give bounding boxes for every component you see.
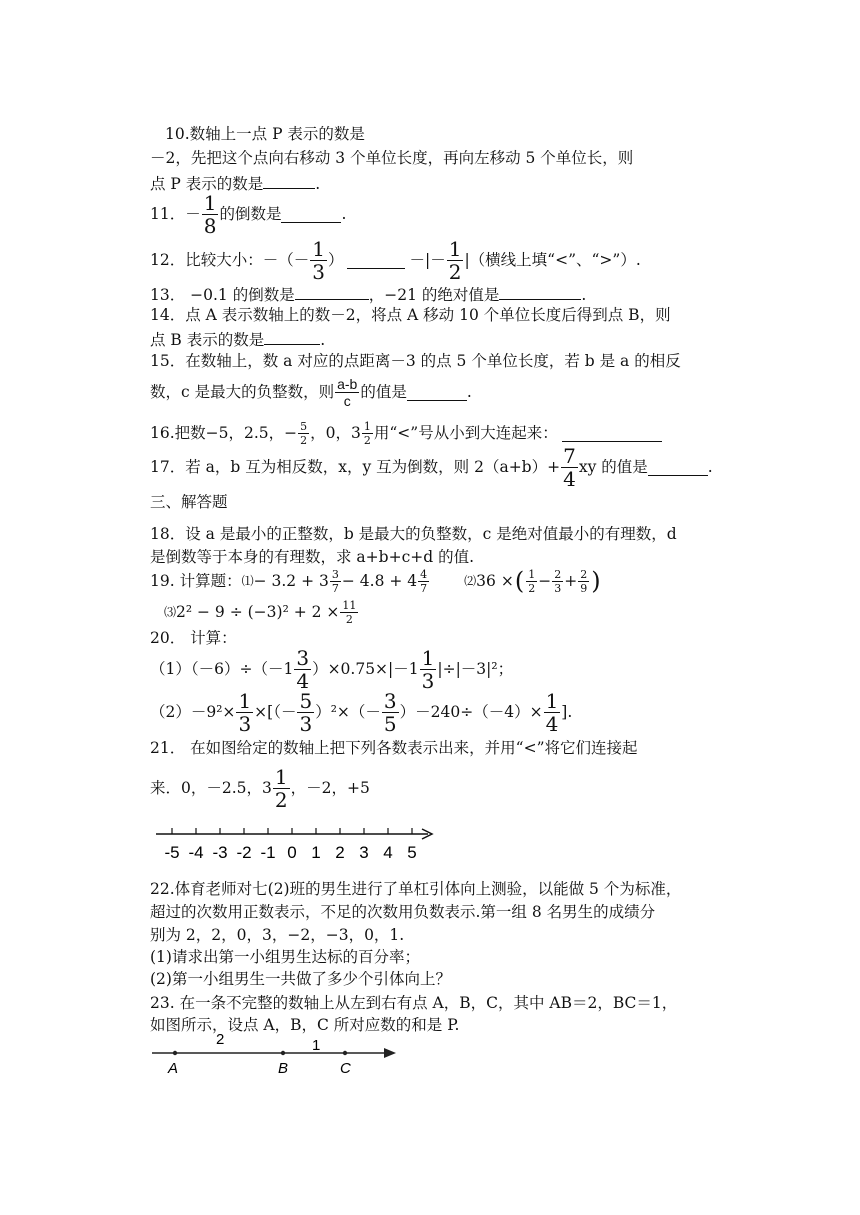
fraction-numerator: 3: [383, 688, 397, 713]
q20-2-b: ×[（－: [254, 703, 297, 721]
q19-fraction: [418, 569, 429, 594]
tick-label: 3: [359, 843, 369, 862]
q22-line2: 超过的次数用正数表示，不足的次数用负数表示.第一组 8 名男生的成绩分: [150, 903, 656, 921]
q20-2-c: ）²×（－: [315, 703, 381, 721]
q12-text4: |（横线上填“<”、“>”）.: [464, 251, 641, 269]
q18-line2: 是倒数等于本身的有理数，求 a+b+c+d 的值.: [150, 548, 475, 566]
point-a-label: A: [168, 1060, 179, 1077]
q19-title: 19. 计算题：: [150, 572, 242, 590]
tick-label: 2: [335, 843, 345, 862]
q15-fraction: [335, 377, 359, 408]
q13-end: .: [581, 286, 587, 304]
q21-number-line: [150, 822, 440, 864]
answer-blank: [264, 328, 320, 345]
q10-line2: －2，先把这个点向右移动 3 个单位长度，再向左移动 5 个单位长，则: [150, 149, 634, 167]
q19-fraction: [552, 569, 563, 594]
q20-2-a: （2）－9²×: [150, 703, 236, 721]
answer-blank: [347, 252, 405, 269]
q19-part2-label: ⑵: [464, 574, 477, 588]
fraction-denominator: 8: [203, 213, 217, 238]
q14-end: .: [320, 331, 326, 349]
q23-line2: 如图所示，设点 A，B，C 所对应数的和是 P.: [150, 1016, 460, 1034]
q17-end: .: [707, 458, 713, 476]
q23-line1: 23. 在一条不完整的数轴上从左到右有点 A，B，C，其中 AB＝2，BC＝1，: [150, 994, 678, 1012]
q16-fraction: [298, 421, 309, 446]
q20-fraction: [297, 688, 314, 736]
answer-blank: [407, 384, 467, 401]
q15-end: .: [466, 383, 472, 401]
tick-label: 1: [311, 843, 321, 862]
q10-line1: 10.数轴上一点 P 表示的数是: [165, 125, 365, 143]
q19-part1-a: − 3.2 + 3: [253, 572, 329, 590]
segment-ab-label: 2: [216, 1031, 225, 1048]
fraction-denominator: 2: [345, 612, 353, 626]
q20-title: 20． 计算：: [150, 629, 237, 647]
fraction-numerator: 1: [448, 236, 462, 261]
fraction-denominator: 2: [274, 787, 288, 812]
q17-line: [150, 443, 720, 491]
fraction-numerator: 1: [203, 190, 217, 215]
fraction-denominator: 3: [238, 711, 252, 736]
fraction-numerator: 2: [580, 567, 588, 581]
fraction-denominator: 4: [545, 711, 559, 736]
q13-line: [150, 283, 720, 306]
q19-part1-b: − 4.8 + 4: [341, 572, 418, 590]
fraction-numerator: 1: [238, 688, 252, 713]
q19-line1: [150, 566, 720, 596]
q20-line1: [150, 645, 720, 693]
right-paren: ): [591, 567, 601, 595]
point-c-label: C: [340, 1060, 351, 1077]
fraction-denominator: 3: [299, 711, 313, 736]
tick-label: -3: [212, 843, 228, 862]
q12-text2: ）: [327, 251, 344, 269]
tick-label: -2: [236, 843, 252, 862]
plus-sign: +: [564, 572, 578, 590]
minus-sign: −: [538, 572, 552, 590]
fraction-denominator: 2: [363, 433, 371, 447]
q12-fraction2: [447, 236, 464, 284]
answer-blank: [295, 283, 369, 300]
q20-fraction: [544, 688, 561, 736]
segment-bc-label: 1: [312, 1037, 321, 1054]
fraction-numerator: 1: [312, 236, 325, 261]
q19-fraction: [578, 569, 589, 594]
fraction-numerator: 1: [421, 645, 435, 670]
fraction-denominator: 2: [528, 581, 536, 595]
q16-text3: 用“<”号从小到大连起来：: [373, 424, 558, 442]
tick-group: [164, 828, 416, 862]
q18-line1: 18．设 a 是最小的正整数，b 是最大的负整数，c 是绝对值最小的有理数，d: [150, 525, 677, 543]
fraction-numerator: 5: [299, 688, 313, 713]
section-heading: 三、解答题: [150, 493, 228, 511]
fraction-numerator: 11: [342, 598, 357, 612]
q19-line2: [164, 597, 734, 627]
q21-fraction: [273, 764, 290, 812]
fraction-denominator: 2: [300, 433, 308, 447]
q20-fraction: [236, 688, 253, 736]
fraction-numerator: 3: [296, 645, 310, 670]
q12-text3: －|－: [409, 251, 446, 269]
q22-line4: (1)请求出第一小组男生达标的百分率；: [150, 948, 420, 966]
q11-text: 11．－: [150, 205, 201, 223]
point-c-dot: [343, 1051, 347, 1055]
q11-fraction: [202, 190, 219, 238]
fraction-numerator: a-b: [337, 375, 358, 392]
q22-line5: (2)第一小组男生一共做了多少个引体向上？: [150, 970, 451, 988]
fraction-numerator: 1: [545, 688, 559, 713]
q10-text: 点 P 表示的数是: [150, 175, 264, 193]
q21-text: 来．0，－2.5，3: [150, 779, 272, 797]
fraction-numerator: 7: [563, 443, 576, 468]
point-b-dot: [281, 1051, 285, 1055]
q19-fraction: [526, 569, 537, 594]
q17-text2: xy 的值是: [578, 458, 648, 476]
q12-line: [150, 236, 720, 284]
fraction-denominator: 9: [580, 581, 588, 595]
q23-number-line: [150, 1030, 400, 1080]
q11-end: .: [341, 205, 347, 223]
q11-text2: 的倒数是: [219, 205, 282, 223]
point-b-label: B: [278, 1060, 289, 1077]
point-a-dot: [173, 1051, 177, 1055]
fraction-denominator: 4: [563, 466, 576, 491]
q21-line2: [150, 764, 720, 812]
q22-line3: 别为 2，2，0，3，−2，−3，0，1.: [150, 926, 405, 944]
answer-blank: [499, 283, 581, 300]
q14-line1: 14．点 A 表示数轴上的数－2，将点 A 移动 10 个单位长度后得到点 B，则: [150, 306, 671, 324]
fraction-denominator: 7: [331, 581, 339, 595]
q10-line3: [150, 172, 720, 195]
q21-line1: 21． 在如图给定的数轴上把下列各数表示出来，并用“<”将它们连接起: [150, 739, 638, 757]
q22-line1: 22.体育老师对七(2)班的男生进行了单杠引体向上测验，以能做 5 个为标准，: [150, 880, 682, 898]
q10-end: .: [315, 175, 321, 193]
q19-fraction: [340, 600, 358, 625]
q20-fraction: [420, 645, 437, 693]
tick-label: -4: [188, 843, 204, 862]
tick-label: -5: [164, 843, 180, 862]
q16-text2: ，0，3: [310, 424, 361, 442]
q14-text: 点 B 表示的数是: [150, 331, 265, 349]
q16-line: [150, 418, 720, 448]
q19-fraction: [330, 569, 341, 594]
fraction-numerator: 1: [274, 764, 288, 789]
q20-1-b: ）×0.75×|－1: [312, 660, 419, 678]
q12-fraction1: [310, 236, 327, 284]
q21-text2: ，－2，+5: [290, 779, 370, 797]
q16-text: 16.把数−5，2.5，−: [150, 424, 298, 442]
answer-blank: [281, 206, 341, 223]
tick-label: 5: [407, 843, 417, 862]
axis-arrow-icon: [384, 1048, 396, 1058]
q15-text: 数，c 是最大的负整数，则: [150, 383, 335, 401]
fraction-numerator: 4: [420, 567, 428, 581]
q12-text: 12．比较大小：－（－: [150, 251, 310, 269]
fraction-numerator: 1: [528, 567, 536, 581]
q20-fraction: [382, 688, 399, 736]
tick-label: 0: [287, 843, 297, 862]
q19-part3-label: ⑶: [164, 605, 177, 619]
fraction-denominator: 4: [296, 668, 310, 693]
q20-1-c: |÷|－3|²；: [437, 660, 514, 678]
q15-text2: 的值是: [360, 383, 407, 401]
answer-blank: [263, 172, 315, 189]
fraction-denominator: 5: [383, 711, 397, 736]
q20-2-d: ）－240÷（－4）×: [399, 703, 543, 721]
q19-part3-a: 2² − 9 ÷ (−3)² + 2 ×: [176, 603, 340, 621]
tick-label: -1: [260, 843, 276, 862]
q11-line: [150, 190, 720, 238]
q16-mixed-fraction: [362, 421, 373, 446]
q13-text: 13． −0.1 的倒数是: [150, 286, 295, 304]
q14-line2: [150, 328, 720, 351]
q20-2-e: ].: [561, 703, 573, 721]
q20-fraction: [294, 645, 311, 693]
fraction-numerator: 2: [554, 567, 562, 581]
fraction-numerator: 1: [363, 419, 371, 433]
q15-line2: [150, 372, 720, 412]
fraction-denominator: c: [343, 392, 351, 409]
fraction-denominator: 3: [421, 668, 435, 693]
fraction-numerator: 3: [331, 567, 339, 581]
fraction-denominator: 7: [420, 581, 428, 595]
answer-blank: [648, 459, 708, 476]
fraction-numerator: 5: [300, 419, 308, 433]
q20-line2: [150, 688, 720, 736]
q19-part1-label: ⑴: [241, 574, 254, 588]
tick-label: 4: [383, 843, 393, 862]
q20-1-a: （1）（－6）÷（－1: [150, 660, 294, 678]
fraction-denominator: 3: [554, 581, 562, 595]
q19-part2-a: 36 ×: [476, 572, 514, 590]
q17-fraction: [561, 443, 578, 491]
q15-line1: 15．在数轴上，数 a 对应的点距离－3 的点 5 个单位长度，若 b 是 a 的相反: [150, 352, 681, 370]
q17-text: 17．若 a，b 互为相反数，x，y 互为倒数，则 2（a+b）+: [150, 458, 561, 476]
fraction-denominator: 2: [448, 259, 462, 284]
fraction-denominator: 3: [312, 259, 325, 284]
left-paren: (: [514, 567, 525, 595]
q13-text2: ，−21 的绝对值是: [368, 286, 500, 304]
answer-blank: [562, 425, 662, 442]
